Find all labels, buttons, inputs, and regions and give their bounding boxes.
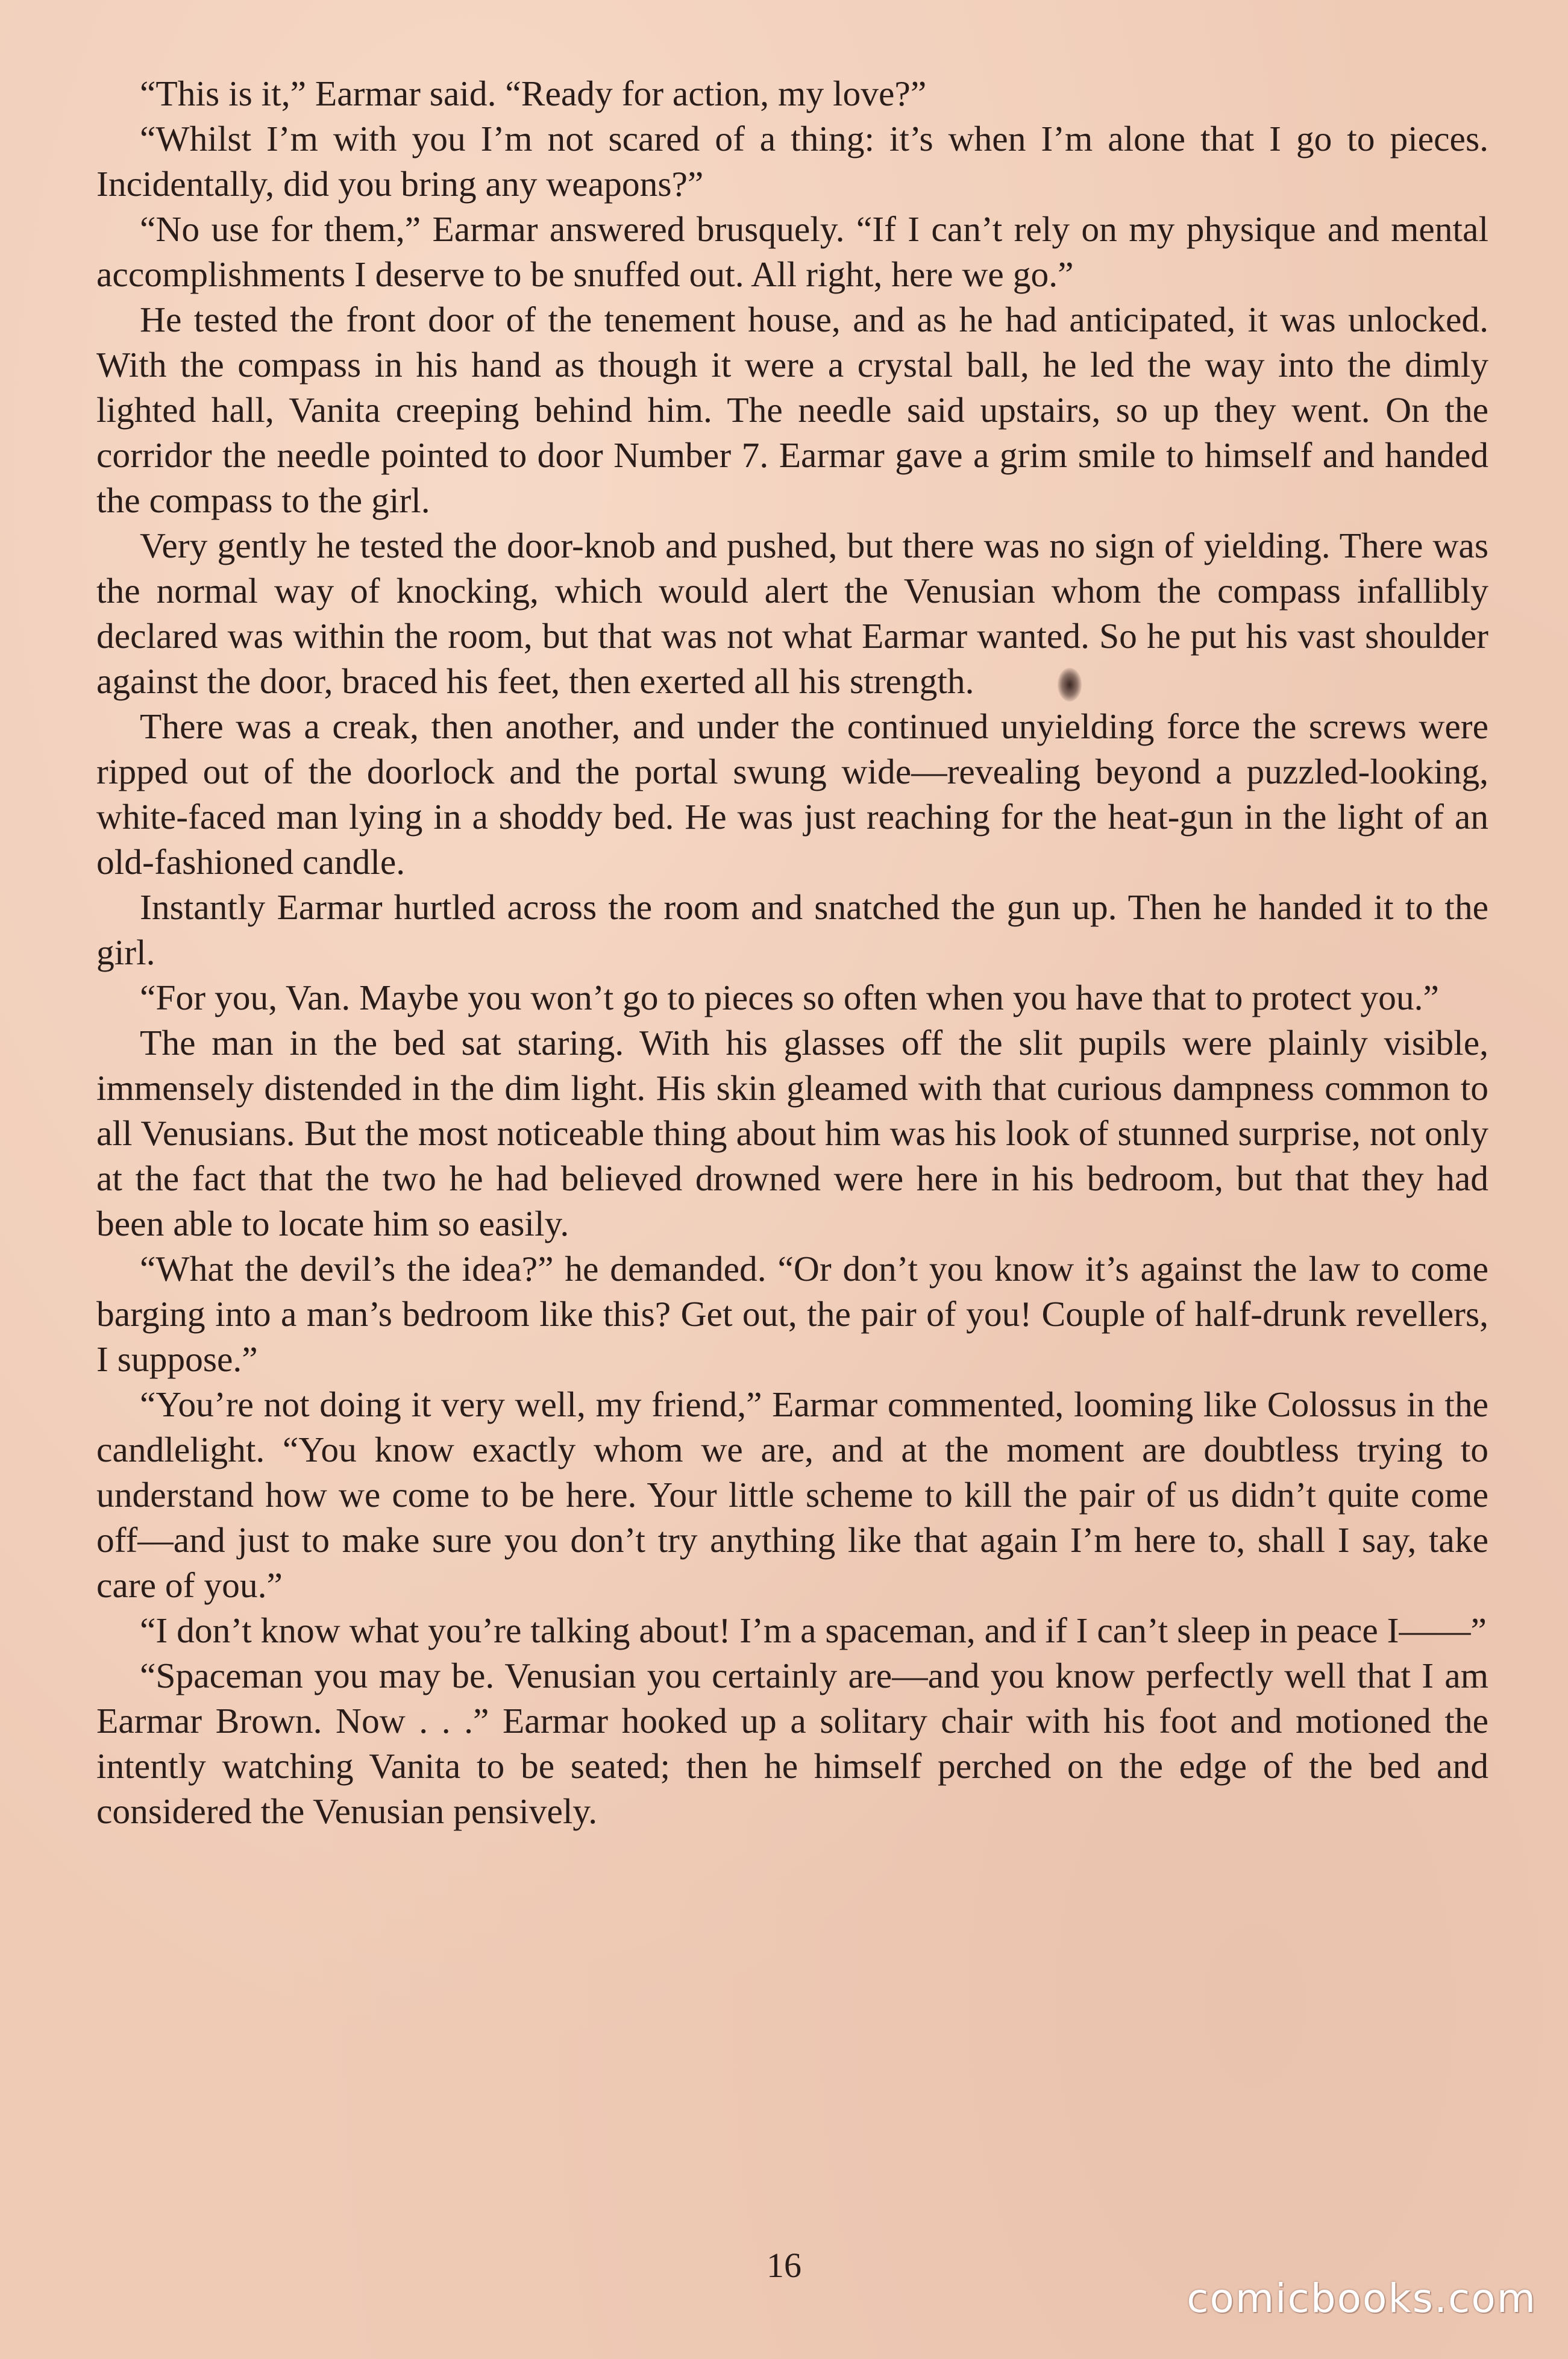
body-text xyxy=(96,71,1488,1834)
paragraph: “I don’t know what you’re talking about! I’m a spaceman, and if I can’t sleep in peace I——” xyxy=(140,1610,1487,1650)
paragraph: “No use for them,” Earmar answered brusquely. “If I can’t rely on my physique and mental accomplishments I deserve to be snuffed out. All right, here we go.” xyxy=(96,209,1488,294)
page-number: 16 xyxy=(767,2246,801,2285)
paragraph: “You’re not doing it very well, my friend,” Earmar commented, looming like Colossus in the candlelight. “You know exactly whom we are, and at the moment are doubtless trying to understand how we come to be here. Your little scheme to kill the pair of us didn’t quite come off—and just to make sure you don’t try anything like that again I’m here to, shall I say, take care of you.” xyxy=(96,1384,1488,1605)
paragraph: “This is it,” Earmar said. “Ready for action, my love?” xyxy=(140,74,927,113)
paragraph: There was a creak, then another, and under the continued unyielding force the screws were ripped out of the doorlock and the portal swung wide—revealing beyond a puzzled-looking, white-faced man lying in a shoddy bed. He was just reaching for the heat-gun in the light of an old-fashioned candle. xyxy=(96,706,1488,882)
paragraph: The man in the bed sat staring. With his glasses off the slit pupils were plainly visible, immensely distended in the dim light. His skin gleamed with that curious dampness common to all Venusians. But the most noticeable thing about him was his look of stunned surprise, not only at the fact that the two he had believed drowned were here in his bedroom, but that they had been able to locate him so easily. xyxy=(96,1023,1488,1243)
paragraph: Instantly Earmar hurtled across the room and snatched the gun up. Then he handed it to the girl. xyxy=(96,887,1488,972)
paragraph: “What the devil’s the idea?” he demanded. “Or don’t you know it’s against the law to come barging into a man’s bedroom like this? Get out, the pair of you! Couple of half-drunk revellers, I suppose.” xyxy=(96,1249,1488,1379)
ink-smudge xyxy=(1058,668,1082,702)
paragraph: He tested the front door of the tenement house, and as he had anticipated, it was unlocked. With the compass in his hand as though it were a crystal ball, he led the way into the dimly lighted hall, Vanita creeping behind him. The needle said upstairs, so up they went. On the corridor the needle pointed to door Number 7. Earmar gave a grim smile to himself and handed the compass to the girl. xyxy=(96,300,1488,520)
paragraph: “Whilst I’m with you I’m not scared of a thing: it’s when I’m alone that I go to pieces. Incidentally, did you bring any weapons?” xyxy=(96,119,1488,204)
watermark-logo: comicbooks.com xyxy=(1187,2275,1537,2322)
paragraph: Very gently he tested the door-knob and pushed, but there was no sign of yielding. There was the normal way of knocking, which would alert the Venusian whom the compass infallibly declared was within the room, but that was not what Earmar wanted. So he put his vast shoulder against the door, braced his feet, then exerted all his strength. xyxy=(96,526,1488,701)
paragraph: “For you, Van. Maybe you won’t go to pieces so often when you have that to protect you.” xyxy=(140,978,1439,1017)
paragraph: “Spaceman you may be. Venusian you certainly are—and you know perfectly well that I am Earmar Brown. Now . . .” Earmar hooked up a solitary chair with his foot and motioned the intently watching Vanita to be seated; then he himself perched on the edge of the bed and considered the Venusian pensively. xyxy=(96,1656,1488,1831)
